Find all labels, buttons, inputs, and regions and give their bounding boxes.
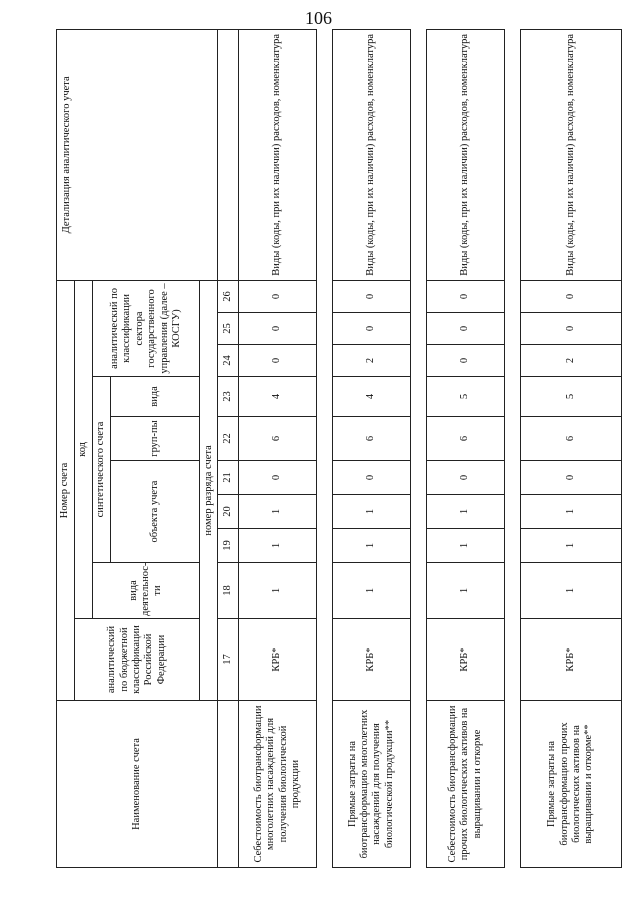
header-account-number: Номер счета xyxy=(57,280,75,700)
code-cell: 0 xyxy=(427,461,504,495)
code-cell: 6 xyxy=(239,417,316,461)
code-cell: 1 xyxy=(427,529,504,563)
page-number: 106 xyxy=(305,8,332,28)
digit-label: 26 xyxy=(218,280,239,312)
account-name-cell: Прямые затраты на биотрансформацию прочих биологических активов на выращивании и откорме** xyxy=(520,701,621,868)
digit-label: 25 xyxy=(218,313,239,345)
code-cell: 1 xyxy=(333,529,410,563)
table-row xyxy=(333,29,410,867)
code-cell: 6 xyxy=(333,417,410,461)
code-cell: 1 xyxy=(520,563,621,619)
code-cell: КРБ* xyxy=(333,619,410,701)
code-cell: 0 xyxy=(333,461,410,495)
digit-label: 23 xyxy=(218,377,239,417)
table-row xyxy=(520,29,621,867)
digit-label: 22 xyxy=(218,417,239,461)
row-gap xyxy=(504,29,520,867)
table-row xyxy=(239,29,316,867)
code-cell: 0 xyxy=(427,345,504,377)
account-name-cell: Себестоимость биотрансформации прочих биологических активов на выращивании и откорме xyxy=(427,701,504,868)
digit-label: 24 xyxy=(218,345,239,377)
header-account-name: Наименование счета xyxy=(57,701,218,868)
rotated-table-wrapper xyxy=(56,30,622,868)
code-cell: 0 xyxy=(333,313,410,345)
code-cell: 0 xyxy=(520,461,621,495)
detail-cell: Виды (коды, при их наличии) расходов, номенклатура xyxy=(333,29,410,280)
header-group: груп-пы xyxy=(111,417,200,461)
code-cell: 0 xyxy=(333,280,410,312)
row-gap xyxy=(316,29,332,867)
code-cell: 6 xyxy=(427,417,504,461)
code-cell: 2 xyxy=(333,345,410,377)
code-cell: 1 xyxy=(239,529,316,563)
code-cell: 2 xyxy=(520,345,621,377)
header-activity-type: вида деятельнос-ти xyxy=(93,563,200,619)
code-cell: 0 xyxy=(239,461,316,495)
code-cell: 0 xyxy=(520,313,621,345)
code-cell: 1 xyxy=(520,529,621,563)
digit-label: 17 xyxy=(218,619,239,701)
code-cell: КРБ* xyxy=(427,619,504,701)
code-cell: 1 xyxy=(520,495,621,529)
digit-label: 19 xyxy=(218,529,239,563)
header-accounting-object: объекта учета xyxy=(111,461,200,563)
code-cell: 1 xyxy=(239,563,316,619)
code-cell: 0 xyxy=(520,280,621,312)
detail-cell: Виды (коды, при их наличии) расходов, номенклатура xyxy=(520,29,621,280)
header-analytic-detail: Детализация аналитического учета xyxy=(57,29,218,280)
blank-cell xyxy=(218,29,239,280)
detail-cell: Виды (коды, при их наличии) расходов, номенклатура xyxy=(427,29,504,280)
code-cell: 1 xyxy=(427,495,504,529)
header-budget-analytic: аналитический по бюджетной классификации Российской Федерации xyxy=(75,619,200,701)
code-cell: 0 xyxy=(427,313,504,345)
code-cell: КРБ* xyxy=(239,619,316,701)
code-cell: 0 xyxy=(239,280,316,312)
digit-label: 21 xyxy=(218,461,239,495)
code-cell: 4 xyxy=(333,377,410,417)
code-cell: 0 xyxy=(239,345,316,377)
digit-label: 20 xyxy=(218,495,239,529)
header-kosgu: аналитический по классификации сектора государственного управления (далее – КОСГУ) xyxy=(93,280,200,376)
blank-cell xyxy=(218,701,239,868)
code-cell: 6 xyxy=(520,417,621,461)
code-cell: 1 xyxy=(427,563,504,619)
digit-label: 18 xyxy=(218,563,239,619)
code-cell: 1 xyxy=(333,563,410,619)
code-cell: 5 xyxy=(427,377,504,417)
code-cell: 1 xyxy=(239,495,316,529)
table-row xyxy=(427,29,504,867)
code-cell: 0 xyxy=(427,280,504,312)
code-cell: 0 xyxy=(239,313,316,345)
accounts-table xyxy=(56,29,622,868)
code-cell: 4 xyxy=(239,377,316,417)
account-name-cell: Прямые затраты на биотрансформацию многолетних насаждений для получения биологической продукции** xyxy=(333,701,410,868)
row-gap xyxy=(410,29,426,867)
code-cell: КРБ* xyxy=(520,619,621,701)
header-code: код xyxy=(75,280,93,618)
account-name-cell: Себестоимость биотрансформации многолетних насаждений для получения биологической продукции xyxy=(239,701,316,868)
code-cell: 1 xyxy=(333,495,410,529)
header-synthetic: синтетического счета xyxy=(93,377,111,563)
header-digit-number: номер разряда счета xyxy=(200,280,218,700)
detail-cell: Виды (коды, при их наличии) расходов, номенклатура xyxy=(239,29,316,280)
code-cell: 5 xyxy=(520,377,621,417)
header-kind: вида xyxy=(111,377,200,417)
